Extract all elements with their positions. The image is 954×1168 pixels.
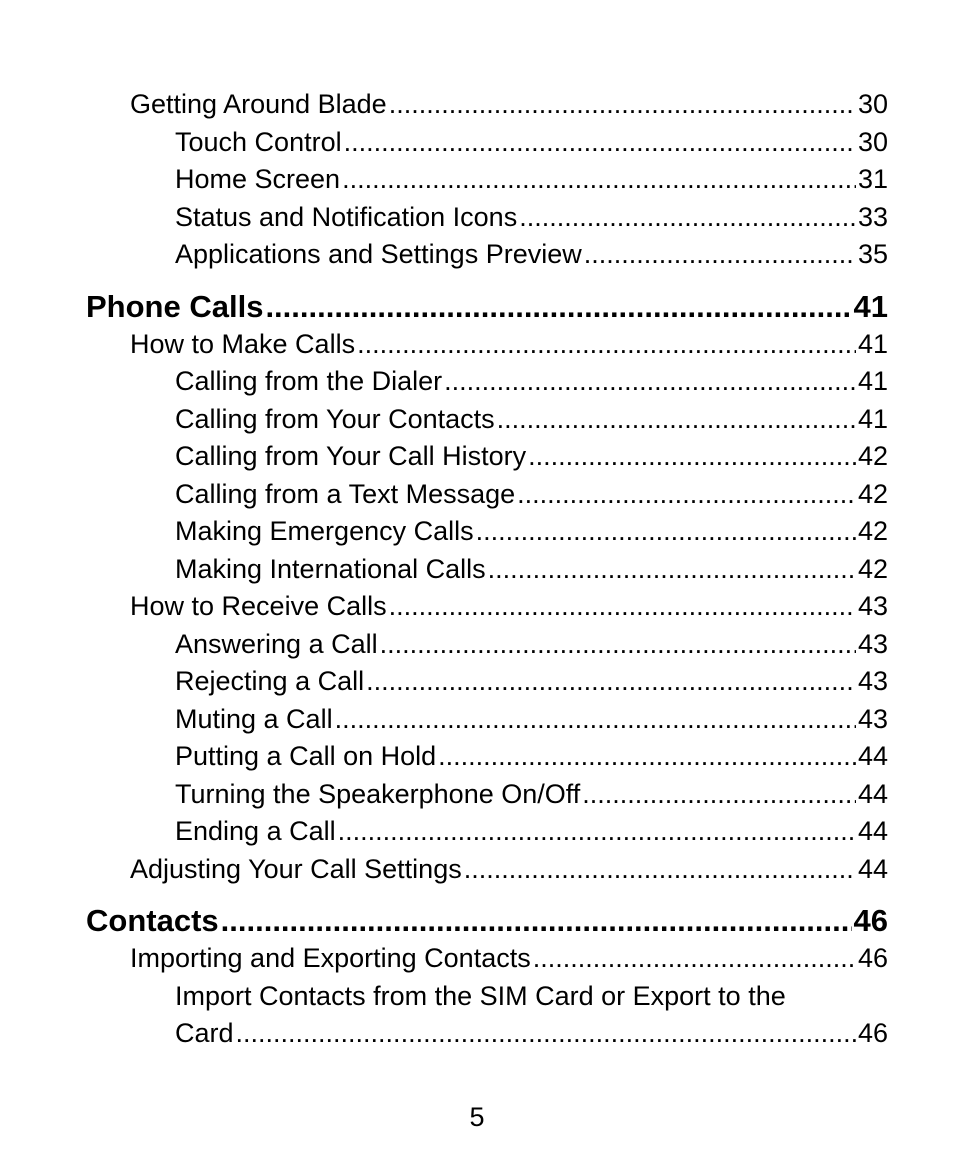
dot-leader — [444, 363, 856, 401]
toc-entry[interactable] — [0, 551, 954, 589]
toc-page-number: 43 — [857, 628, 888, 659]
toc-entry-title: Turning the Speakerphone On/Off — [175, 778, 581, 809]
dot-leader — [517, 476, 856, 514]
dot-leader — [438, 738, 856, 776]
dot-leader — [497, 401, 856, 439]
dot-leader — [528, 438, 856, 476]
toc-entry-title: Status and Notification Icons — [175, 201, 518, 232]
dot-leader — [344, 124, 856, 162]
toc-entry-continuation — [0, 1015, 954, 1053]
toc-entry[interactable] — [0, 438, 954, 476]
toc-entry-title: Muting a Call — [175, 703, 333, 734]
toc-entry[interactable] — [0, 513, 954, 551]
toc-entry-title: Ending a Call — [175, 816, 336, 846]
toc-entry-title: Touch Control — [175, 126, 342, 157]
toc-entry-title: Calling from Your Contacts — [175, 403, 495, 434]
toc-entry-title: Making International Calls — [175, 553, 486, 584]
dot-leader — [488, 551, 856, 589]
toc-entry-title: Importing and Exporting Contacts — [130, 943, 531, 973]
toc-entry-title: Making Emergency Calls — [175, 516, 474, 546]
toc-entry[interactable] — [0, 851, 954, 889]
toc-page-number: 41 — [853, 288, 888, 324]
toc-page-number: 46 — [857, 943, 888, 973]
toc-entry[interactable] — [0, 326, 954, 364]
toc-entry[interactable] — [0, 701, 954, 739]
dot-leader — [519, 199, 856, 237]
dot-leader — [366, 663, 856, 701]
toc-page-number: 42 — [857, 553, 888, 584]
toc-entry-title: Card — [175, 1018, 234, 1048]
toc-page-number: 41 — [857, 328, 888, 359]
toc-page-number: 46 — [853, 903, 888, 938]
toc-page-number: 44 — [857, 816, 888, 846]
toc-page-number: 42 — [857, 441, 888, 471]
toc-entry-title: Home Screen — [175, 164, 341, 194]
toc-entry[interactable] — [0, 401, 954, 439]
toc-entry-title: Adjusting Your Call Settings — [130, 853, 462, 884]
toc-section-getting-around — [0, 86, 954, 274]
toc-entry-title: Getting Around Blade — [130, 89, 387, 119]
toc-page-number: 46 — [857, 1018, 888, 1048]
toc-entry[interactable] — [0, 124, 954, 162]
toc-page-number: 35 — [857, 239, 888, 269]
toc-page-number: 43 — [857, 591, 888, 621]
toc-entry[interactable] — [0, 161, 954, 199]
dot-leader — [357, 326, 856, 364]
toc-page-number: 30 — [857, 126, 888, 157]
dot-leader — [342, 161, 856, 199]
toc-entry[interactable] — [0, 236, 954, 274]
toc-entry[interactable] — [0, 738, 954, 776]
toc-page-number: 33 — [857, 201, 888, 232]
toc-page-number: 41 — [857, 403, 888, 434]
toc-entry-title: Calling from the Dialer — [175, 366, 443, 396]
toc-entry-title: Putting a Call on Hold — [175, 741, 437, 771]
toc-chapter-title: Contacts — [86, 903, 219, 938]
toc-entry[interactable] — [0, 588, 954, 626]
toc-page-number: 44 — [857, 778, 888, 809]
toc-entry[interactable] — [0, 940, 954, 978]
toc-page-number: 44 — [857, 853, 888, 884]
toc-entry[interactable] — [0, 476, 954, 514]
toc-entry[interactable] — [0, 363, 954, 401]
toc-page-number: 42 — [857, 478, 888, 509]
toc-entry-import-contacts-sim[interactable] — [0, 978, 954, 1053]
toc-section-contacts — [0, 940, 954, 978]
toc-entry[interactable] — [0, 86, 954, 124]
dot-leader — [265, 288, 851, 325]
toc-page-number: 43 — [857, 666, 888, 696]
toc-entry[interactable] — [0, 776, 954, 814]
dot-leader — [389, 86, 856, 124]
toc-entry-title: Rejecting a Call — [175, 666, 365, 696]
toc-entry[interactable] — [0, 813, 954, 851]
page-number: 5 — [469, 1102, 485, 1132]
toc-entry-title: Calling from Your Call History — [175, 441, 527, 471]
toc-chapter-title: Phone Calls — [86, 288, 264, 324]
toc-entry-title: Calling from a Text Message — [175, 478, 516, 509]
toc-entry[interactable] — [0, 199, 954, 237]
toc-chapter-phone-calls[interactable] — [0, 288, 954, 325]
dot-leader — [389, 588, 856, 626]
toc-section-phone-calls — [0, 326, 954, 889]
dot-leader — [476, 513, 856, 551]
dot-leader — [582, 776, 856, 814]
toc-entry[interactable] — [0, 663, 954, 701]
table-of-contents — [0, 86, 954, 1053]
toc-entry[interactable] — [0, 626, 954, 664]
toc-page-number: 41 — [857, 366, 888, 396]
toc-page-number: 42 — [857, 516, 888, 546]
dot-leader — [533, 940, 856, 978]
dot-leader — [335, 701, 856, 739]
dot-leader — [236, 1015, 856, 1053]
toc-entry-title: Applications and Settings Preview — [175, 239, 582, 269]
toc-entry-title: How to Make Calls — [130, 328, 356, 359]
toc-entry-title-line: Import Contacts from the SIM Card or Export to the — [175, 980, 786, 1011]
toc-page-number: 31 — [857, 164, 888, 194]
dot-leader — [464, 851, 856, 889]
toc-entry-title: Answering a Call — [175, 628, 378, 659]
dot-leader — [584, 236, 856, 274]
toc-page-number: 30 — [857, 89, 888, 119]
toc-chapter-contacts[interactable] — [0, 902, 954, 939]
dot-leader — [338, 813, 856, 851]
dot-leader — [380, 626, 856, 664]
toc-page-number: 43 — [857, 703, 888, 734]
toc-entry-title: How to Receive Calls — [130, 591, 387, 621]
dot-leader — [221, 902, 852, 939]
toc-page-number: 44 — [857, 741, 888, 771]
